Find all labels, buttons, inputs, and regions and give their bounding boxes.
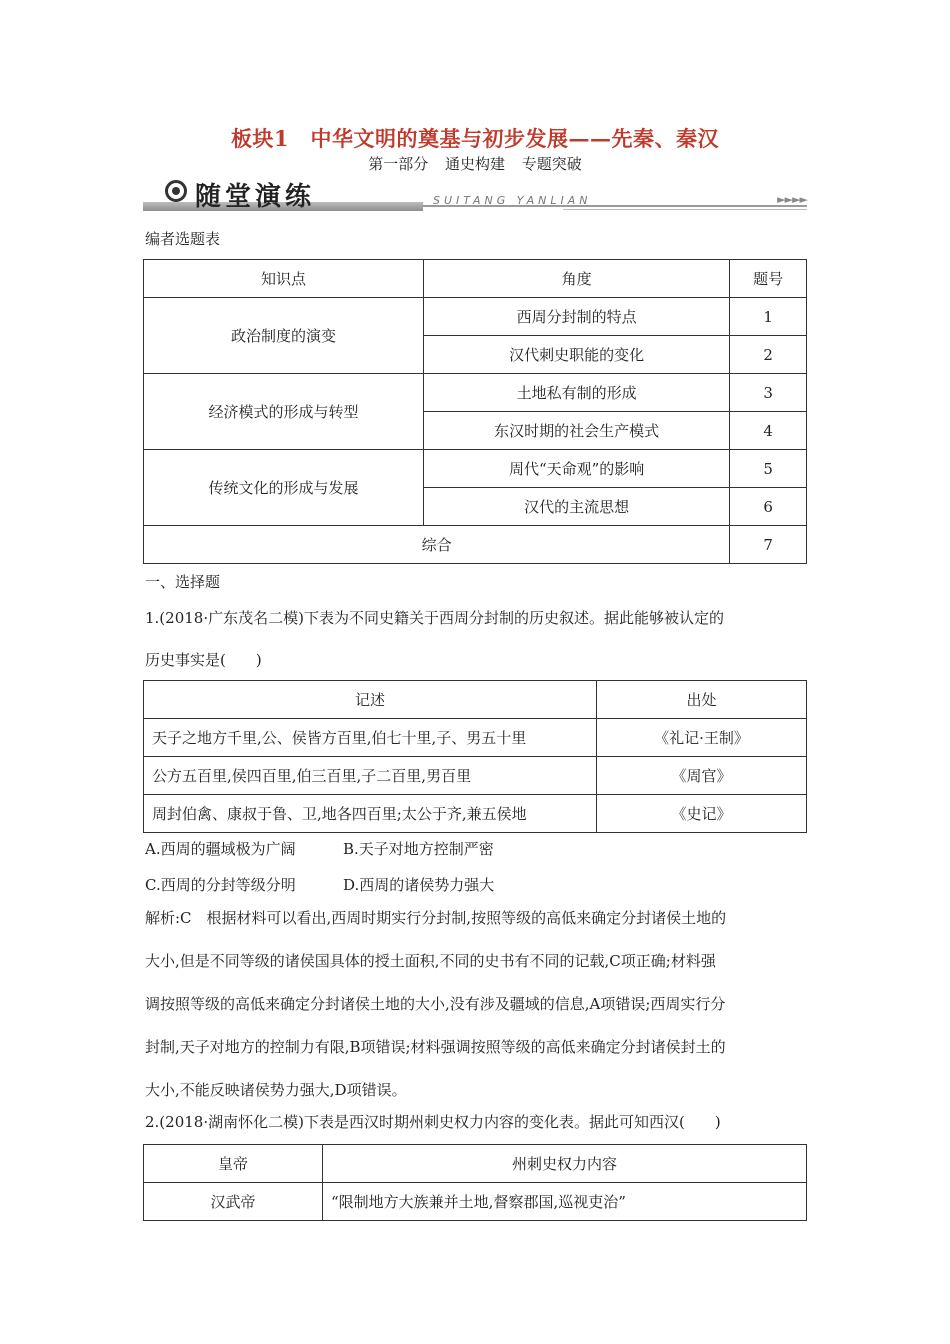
option-d: D.西周的诸侯势力强大 <box>343 876 495 894</box>
analysis-line: 大小,但是不同等级的诸侯国具体的授土面积,不同的史书有不同的记载,C项正确;材料强 <box>145 952 716 970</box>
number-cell: 7 <box>730 526 807 564</box>
analysis-paragraph <box>145 897 807 1112</box>
content-cell: “限制地方大族兼并土地,督察郡国,巡视吏治” <box>323 1183 807 1221</box>
banner-label: 随堂演练 <box>195 182 316 212</box>
table-header-cell: 出处 <box>597 681 807 719</box>
table-row <box>144 757 807 795</box>
target-circle-icon <box>165 180 187 202</box>
table-header-row <box>144 681 807 719</box>
angle-cell: 土地私有制的形成 <box>424 374 730 412</box>
analysis-line: 封制,天子对地方的控制力有限,B项错误;材料强调按照等级的高低来确定分封诸侯封土的 <box>145 1038 726 1056</box>
table-header-cell: 题号 <box>730 260 807 298</box>
record-cell: 周封伯禽、康叔于鲁、卫,地各四百里;太公于齐,兼五侯地 <box>144 795 597 833</box>
number-cell: 4 <box>730 412 807 450</box>
question2-table <box>143 1144 807 1221</box>
banner-english: SUITANG YANLIAN <box>433 194 592 207</box>
table-row <box>144 374 807 412</box>
table-row <box>144 298 807 336</box>
analysis-line: 调按照等级的高低来确定分封诸侯土地的大小,没有涉及疆域的信息,A项错误;西周实行分 <box>145 995 726 1013</box>
arrows-icon: ►►►► <box>777 193 807 206</box>
page-title: 板块1 中华文明的奠基与初步发展——先秦、秦汉 <box>230 126 720 151</box>
number-cell: 1 <box>730 298 807 336</box>
table-header-cell: 记述 <box>144 681 597 719</box>
angle-cell: 汉代刺史职能的变化 <box>424 336 730 374</box>
table-header-row <box>144 260 807 298</box>
section-banner <box>143 176 807 214</box>
subtitle-part: 通史构建 <box>444 155 505 173</box>
section-heading: 一、选择题 <box>145 573 221 591</box>
table-row <box>144 1183 807 1221</box>
angle-cell: 周代“天命观”的影响 <box>424 450 730 488</box>
page-subtitle <box>0 153 950 174</box>
number-cell: 2 <box>730 336 807 374</box>
source-cell: 《周官》 <box>597 757 807 795</box>
table-header-cell: 州刺史权力内容 <box>323 1145 807 1183</box>
analysis-line: 解析:C 根据材料可以看出,西周时期实行分封制,按照等级的高低来确定分封诸侯土地的 <box>145 909 727 927</box>
option-c: C.西周的分封等级分明 <box>145 876 296 894</box>
number-cell: 6 <box>730 488 807 526</box>
number-cell: 5 <box>730 450 807 488</box>
option-b: B.天子对地方控制严密 <box>343 840 494 858</box>
source-cell: 《礼记·王制》 <box>597 719 807 757</box>
options-row <box>145 838 494 859</box>
table-header-cell: 知识点 <box>144 260 424 298</box>
options-row <box>145 874 494 895</box>
table-header-cell: 皇帝 <box>144 1145 323 1183</box>
selection-table <box>143 259 807 564</box>
angle-cell: 东汉时期的社会生产模式 <box>424 412 730 450</box>
source-cell: 《史记》 <box>597 795 807 833</box>
topic-cell: 传统文化的形成与发展 <box>144 450 424 526</box>
angle-cell: 西周分封制的特点 <box>424 298 730 336</box>
angle-cell: 汉代的主流思想 <box>424 488 730 526</box>
topic-cell: 政治制度的演变 <box>144 298 424 374</box>
subtitle-part: 专题突破 <box>521 155 582 173</box>
record-cell: 天子之地方千里,公、侯皆方百里,伯七十里,子、男五十里 <box>144 719 597 757</box>
table-row <box>144 450 807 488</box>
question-stem: 1.(2018·广东茂名二模)下表为不同史籍关于西周分封制的历史叙述。据此能够被认定的 <box>145 609 724 627</box>
table-row <box>144 795 807 833</box>
question-stem: 历史事实是( ) <box>145 651 262 669</box>
table-caption: 编者选题表 <box>145 230 221 248</box>
analysis-line: 大小,不能反映诸侯势力强大,D项错误。 <box>145 1081 407 1099</box>
table-header-cell: 角度 <box>424 260 730 298</box>
table-header-row <box>144 1145 807 1183</box>
summary-cell: 综合 <box>144 526 730 564</box>
table-row <box>144 526 807 564</box>
banner-rule-thin <box>563 209 807 210</box>
number-cell: 3 <box>730 374 807 412</box>
subtitle-part: 第一部分 <box>368 155 429 173</box>
question-stem: 2.(2018·湖南怀化二模)下表是西汉时期州刺史权力内容的变化表。据此可知西汉( ) <box>145 1113 721 1131</box>
topic-cell: 经济模式的形成与转型 <box>144 374 424 450</box>
table-row <box>144 719 807 757</box>
record-cell: 公方五百里,侯四百里,伯三百里,子二百里,男百里 <box>144 757 597 795</box>
emperor-cell: 汉武帝 <box>144 1183 323 1221</box>
question1-table <box>143 680 807 833</box>
option-a: A.西周的疆域极为广阔 <box>145 840 296 858</box>
